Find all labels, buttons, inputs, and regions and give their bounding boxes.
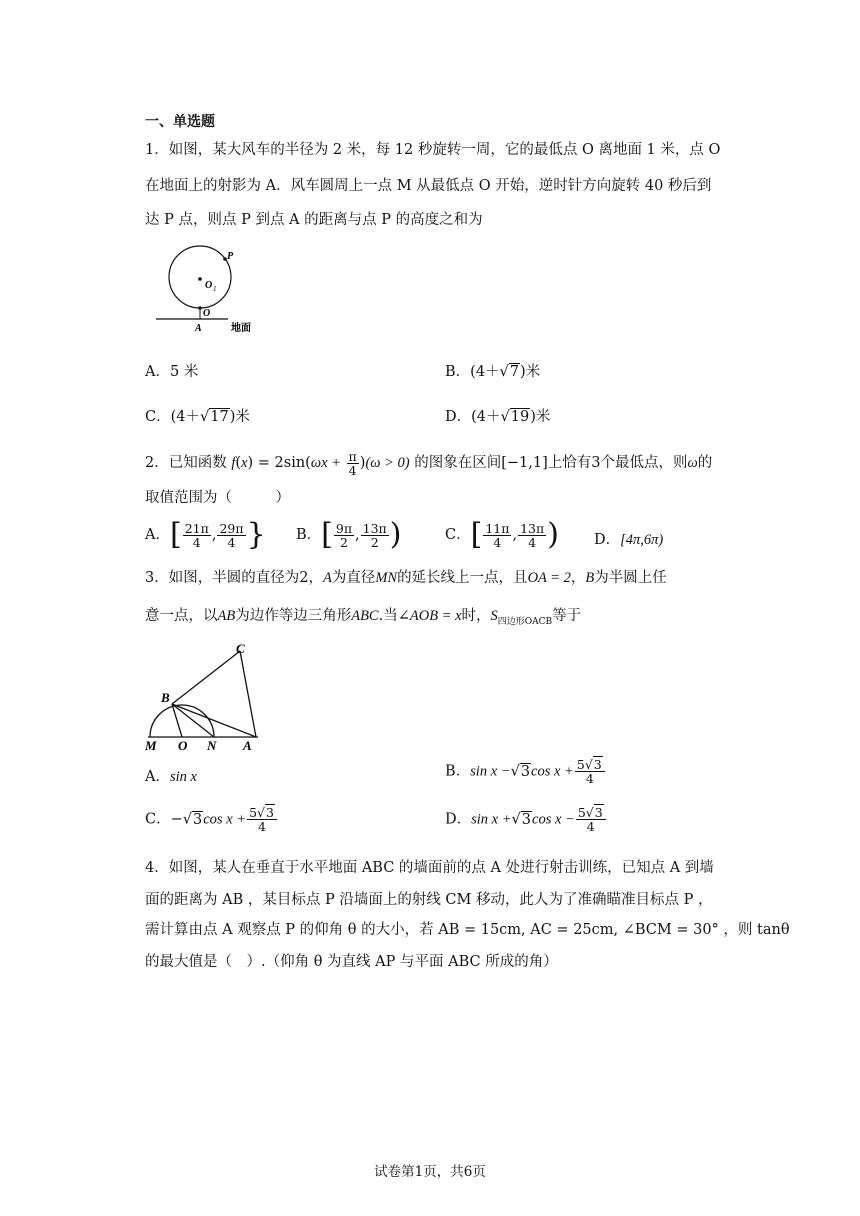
text: 已知函数 — [168, 455, 227, 471]
label-b: B — [161, 690, 170, 705]
option-text: )米 — [229, 409, 250, 425]
label-m: M — [145, 738, 157, 752]
q2-option-a[interactable]: A．[ $\frac{21\pi}{4}$ , $\frac{29\pi}{4}$ } — [145, 517, 266, 552]
pi-over-4: $\frac{\pi}{4}$ — [348, 448, 357, 478]
option-text: sin x — [169, 769, 197, 785]
option-label: C． — [145, 409, 171, 425]
option-label: C． — [445, 527, 471, 543]
q3-option-d[interactable]: D．sin x +√3cos x − $\frac{5√3}{4}$ — [445, 806, 607, 833]
windmill-circle — [169, 246, 231, 308]
label-ground: 地面 — [231, 323, 251, 334]
radicand: 7 — [509, 364, 520, 380]
radicand: 19 — [510, 409, 530, 425]
option-text: (4＋ — [471, 409, 501, 425]
q1-option-d[interactable]: D．(4＋√19)米 — [445, 409, 551, 425]
q1-line3: 达 P 点，则点 P 到点 A 的距离与点 P 的高度之和为 — [145, 212, 483, 228]
q4-line4: 的最大值是（ ）.（仰角 θ 为直线 AP 与平面 ABC 所成的角） — [145, 954, 558, 970]
option-text: )米 — [520, 364, 541, 380]
semicircle — [150, 705, 214, 737]
segment-bo — [172, 704, 182, 737]
option-label: A． — [145, 769, 170, 785]
option-text: )米 — [530, 409, 551, 425]
text: 上恰有3个最低点，则 — [547, 455, 688, 471]
side-ca — [240, 651, 256, 737]
option-label: B． — [296, 527, 322, 543]
label-a: A — [243, 738, 252, 752]
option-label: A． — [145, 364, 170, 380]
radicand: 17 — [210, 409, 229, 425]
section-title: 一、单选题 — [145, 114, 215, 130]
q1-option-c[interactable]: C．(4＋√17)米 — [145, 409, 250, 425]
q3-semicircle-figure — [143, 640, 268, 752]
math-eq: = 2sin — [257, 455, 306, 471]
q2-line1: 2．已知函数 f(x) = 2sin(ωx + $\frac{\pi}{4}$ )(ω > 0) 的图象在区间[−1,1]上恰有3个最低点，则ω的 — [145, 448, 713, 478]
side-cb — [172, 651, 240, 704]
math-omega-x: ωx + — [310, 455, 341, 471]
segment-bn — [172, 704, 214, 737]
label-n: N — [207, 738, 217, 752]
text: 的 — [697, 455, 713, 471]
math-interval: [−1,1] — [501, 455, 548, 471]
q1-line1: 1．如图，某大风车的半径为 2 米，每 12 秒旋转一周，它的最低点 O 离地面 1 米，点 O — [145, 142, 721, 158]
q1-line2: 在地面上的射影为 A．风车圆周上一点 M 从最低点 O 开始，逆时针方向旋转 40 秒后到 — [145, 178, 712, 194]
option-label: D． — [594, 532, 621, 548]
q-number: 2． — [145, 455, 169, 471]
label-o1: O — [205, 280, 213, 291]
math-cond: (ω > 0) — [365, 455, 410, 471]
option-text: (4＋ — [170, 409, 200, 425]
page-footer: 试卷第1页，共6页 — [374, 1164, 486, 1180]
q2-option-b[interactable]: B．[ $\frac{9\pi}{2}$ , $\frac{13\pi}{2}$ ) — [296, 517, 402, 552]
option-text: (4＋ — [470, 364, 500, 380]
math-omega: ω — [687, 455, 698, 471]
q2-option-d[interactable] — [594, 528, 663, 549]
math-x: x — [241, 455, 248, 471]
q1-option-a[interactable] — [145, 360, 198, 381]
q3-line2: 意一点，以AB为边作等边三角形ABC.当∠AOB = x时，$S_{四边形OACB}$等于 — [145, 608, 582, 627]
q3-line1: 3．如图，半圆的直径为2，A为直径MN的延长线上一点，且OA = 2，B为半圆上任 — [145, 570, 667, 586]
q3-option-b[interactable]: B．sin x −√3cos x + $\frac{5√3}{4}$ — [445, 758, 606, 785]
q1-windmill-figure — [150, 238, 270, 338]
label-o: O — [203, 308, 211, 319]
label-o: O — [178, 738, 188, 752]
label-o1-sub: 1 — [213, 285, 217, 293]
center-point — [198, 277, 202, 281]
label-p: P — [227, 251, 234, 262]
math-f: f — [231, 455, 236, 471]
option-text: [4π,6π) — [620, 532, 664, 548]
option-label: D． — [445, 409, 472, 425]
q3-option-a[interactable] — [145, 765, 197, 786]
label-c: C — [236, 641, 245, 656]
q2-line2: 取值范围为（ ） — [145, 490, 290, 506]
option-label: B． — [445, 364, 471, 380]
option-label: A． — [145, 527, 170, 543]
label-a: A — [195, 323, 202, 334]
text: 的图象在区间 — [414, 455, 502, 471]
q4-line3: 需计算由点 A 观察点 P 的仰角 θ 的大小，若 AB = 15cm, AC = 25cm, ∠BCM = 30° ，则 tanθ — [145, 922, 790, 938]
q3-option-c[interactable]: C．−√3cos x + $\frac{5√3}{4}$ — [145, 806, 278, 833]
q2-option-c[interactable]: C．[ $\frac{11\pi}{4}$ , $\frac{13\pi}{4}$ ) — [445, 517, 559, 552]
option-text: 5 米 — [169, 364, 199, 380]
q1-option-b[interactable]: B．(4＋√7)米 — [445, 364, 541, 380]
q4-line1: 4．如图，某人在垂直于水平地面 ABC 的墙面前的点 A 处进行射击训练，已知点 A 到墙 — [145, 860, 714, 876]
point-o — [198, 306, 202, 310]
q4-line2: 面的距离为 AB ，某目标点 P 沿墙面上的射线 CM 移动，此人为了准确瞄准目标点 P ， — [145, 892, 713, 908]
